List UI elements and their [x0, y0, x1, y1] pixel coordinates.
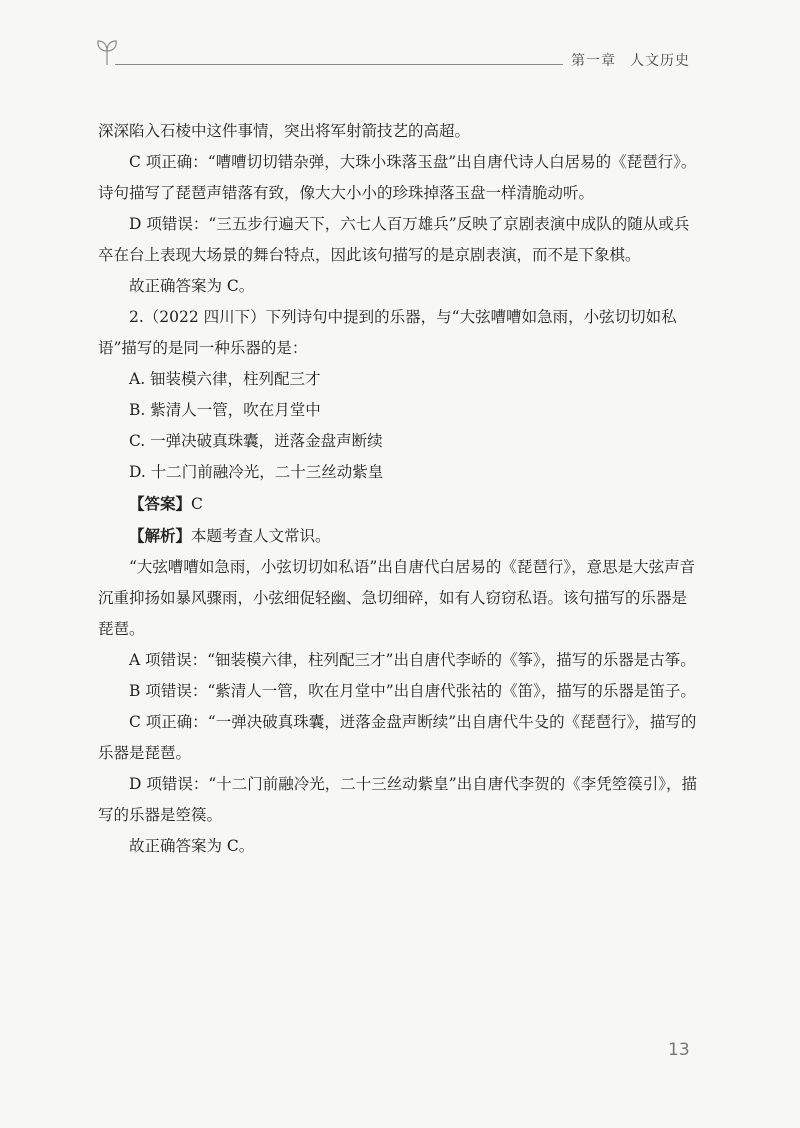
page-body: [98, 116, 702, 862]
page-header: [95, 36, 705, 76]
chapter-number: 第一章: [571, 53, 616, 69]
analysis-paragraph: C 项正确：“一弹决破真珠囊，迸落金盘声断续”出自唐代牛殳的《琵琶行》，描写的乐器是琵琶。: [98, 713, 697, 762]
page-number: 13: [668, 1040, 690, 1060]
analysis-line: [98, 520, 702, 552]
paragraph: D 项错误：“三五步行遍天下，六七人百万雄兵”反映了京剧表演中成队的随从或兵卒在台上表现大场景的舞台特点，因此该句描写的是京剧表演，而不是下象棋。: [98, 215, 690, 264]
option-d: D. 十二门前融冷光，二十三丝动紫皇: [129, 463, 384, 481]
analysis-intro: 本题考查人文常识。: [191, 527, 331, 545]
analysis-paragraph: D 项错误：“十二门前融冷光，二十三丝动紫皇”出自唐代李贺的《李凭箜篌引》，描写的乐器是箜篌。: [98, 775, 697, 824]
analysis-paragraph: B 项错误：“紫清人一管，吹在月堂中”出自唐代张祜的《笛》，描写的乐器是笛子。: [129, 682, 696, 700]
sprout-icon: [95, 38, 119, 66]
answer-label: 【答案】: [129, 494, 192, 513]
analysis-label: 【解析】: [129, 526, 192, 545]
analysis-paragraph: “大弦嘈嘈如急雨，小弦切切如私语”出自唐代白居易的《琵琶行》，意思是大弦声音沉重抑扬如暴风骤雨，小弦细促轻幽、急切细碎，如有人窃窃私语。该句描写的乐器是琵琶。: [98, 558, 696, 638]
analysis-paragraph: A 项错误：“钿装模六律，柱列配三才”出自唐代李峤的《筝》，描写的乐器是古筝。: [129, 651, 696, 669]
analysis-conclusion: 故正确答案为 C。: [129, 837, 255, 855]
header-rule: [115, 64, 563, 65]
answer-line: [98, 488, 702, 520]
paragraph: 深深陷入石棱中这件事情，突出将军射箭技艺的高超。: [98, 122, 471, 140]
question-stem: 2.（2022 四川下）下列诗句中提到的乐器，与“大弦嘈嘈如急雨，小弦切切如私语”描写的是同一种乐器的是：: [98, 308, 677, 357]
option-c: C. 一弹决破真珠囊，迸落金盘声断续: [129, 432, 383, 450]
chapter-label: [571, 50, 690, 70]
paragraph: C 项正确：“嘈嘈切切错杂弹，大珠小珠落玉盘”出自唐代诗人白居易的《琵琶行》。诗句描写了琵琶声错落有致，像大大小小的珍珠掉落玉盘一样清脆动听。: [98, 153, 697, 202]
option-b: B. 紫清人一管，吹在月堂中: [129, 401, 321, 419]
option-a: A. 钿装模六律，柱列配三才: [129, 370, 321, 388]
chapter-title: 人文历史: [630, 53, 690, 69]
answer-value: C: [191, 495, 203, 513]
paragraph: 故正确答案为 C。: [129, 277, 255, 295]
